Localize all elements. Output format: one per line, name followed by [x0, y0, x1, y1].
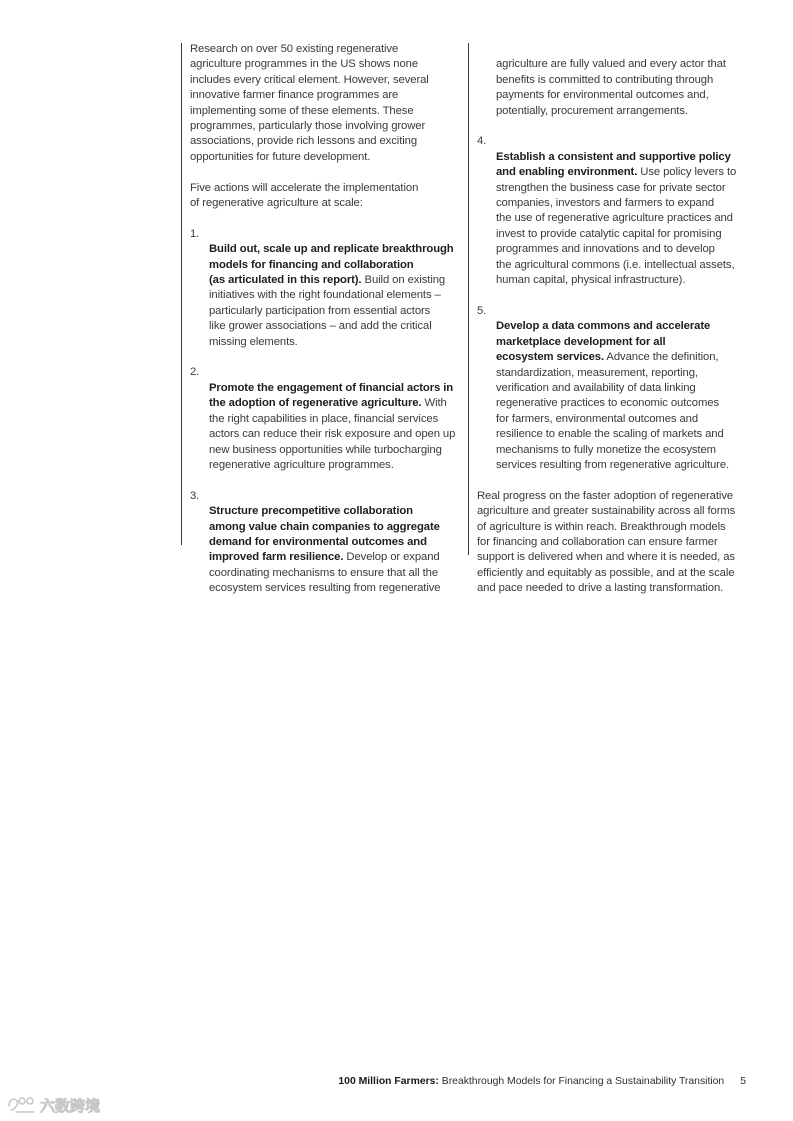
action-item-3: [190, 489, 462, 597]
action-body-5: Advance the definition, standardization, measurement, reporting, verification and availability of data linking regenerative practices to economic outcomes for farmers, environmental outcomes and resilience to enable the scaling of markets and mechanisms to fully monetize the ecosystem services resulting from regenerative agriculture.: [496, 351, 730, 471]
action-item-2: [190, 365, 462, 473]
page-number: 5: [740, 1076, 746, 1087]
actions-intro: Five actions will accelerate the implementation of regenerative agriculture at scale:: [190, 181, 419, 210]
right-column-rule: [468, 43, 469, 555]
action-lead-2: Promote the engagement of financial actors in the adoption of regenerative agriculture.: [209, 381, 454, 410]
action-lead-1: Build out, scale up and replicate breakthrough models for financing and collaboration (as articulated in this report).: [209, 243, 454, 287]
action-body-2: With the right capabilities in place, financial services actors can reduce their risk exposure and open up new business opportunities while turbocharging regenerative agriculture programmes.: [209, 397, 456, 471]
closing-paragraph: Real progress on the faster adoption of regenerative agriculture and greater sustainability across all forms of agriculture is within reach. Breakthrough models for financing and collaboration can ensure farmer support is delivered when and where it is needed, as efficiently and equitably as possible, and at the scale and pace needed to drive a lasting transformation.: [477, 489, 736, 595]
action-item-4: [477, 134, 749, 288]
action-body-3-continued: agriculture are fully valued and every actor that benefits is committed to contributing through payments for environmental outcomes and, potentially, procurement arrangements.: [496, 58, 726, 117]
watermark-text: 六数跨境: [40, 1097, 101, 1115]
action-number-3: 3.: [190, 489, 200, 502]
action-number-1: 1.: [190, 227, 200, 240]
action-number-4: 4.: [477, 135, 487, 148]
action-item-5: [477, 304, 749, 473]
left-column-rule: [181, 43, 182, 545]
watermark-logo: [6, 1092, 111, 1118]
action-number-2: 2.: [190, 366, 200, 379]
intro-paragraph: Research on over 50 existing regenerative agriculture programmes in the US shows none includes every critical element. However, several innovative farmer finance programmes are implementing some of these elements. These programmes, particularly those involving grower associations, provide rich lessons and exciting opportunities for future development.: [190, 43, 429, 163]
action-body-4: Use policy levers to strengthen the business case for private sector companies, investors and farmers to expand the use of regenerative agriculture practices and invest to provide catalytic capital for promising programmes and innovations and to develop the agricultural commons (i.e. intellectual assets, human capital, physical infrastructure).: [496, 166, 737, 287]
action-item-3-continued: [477, 42, 749, 119]
left-column: [190, 42, 462, 612]
footer-report-title: 100 Million Farmers:: [338, 1076, 439, 1087]
watermark-icon: [6, 1092, 111, 1118]
action-lead-4: Establish a consistent and supportive policy and enabling environment.: [496, 150, 731, 179]
action-lead-5: Develop a data commons and accelerate marketplace development for all ecosystem services.: [496, 320, 711, 364]
page-footer: [300, 1076, 746, 1087]
action-number-5: 5.: [477, 304, 487, 317]
footer-report-subtitle: Breakthrough Models for Financing a Sustainability Transition: [438, 1076, 725, 1087]
action-body-3: Develop or expand coordinating mechanisms to ensure that all the ecosystem services resulting from regenerative: [209, 551, 441, 595]
action-body-1: Build on existing initiatives with the right foundational elements – particularly participation from essential actors like grower associations – and add the critical missing elements.: [209, 274, 446, 348]
action-item-1: [190, 227, 462, 350]
action-lead-3: Structure precompetitive collaboration among value chain companies to aggregate demand for environmental outcomes and improved farm resilience.: [209, 505, 440, 564]
right-column: [477, 42, 749, 597]
